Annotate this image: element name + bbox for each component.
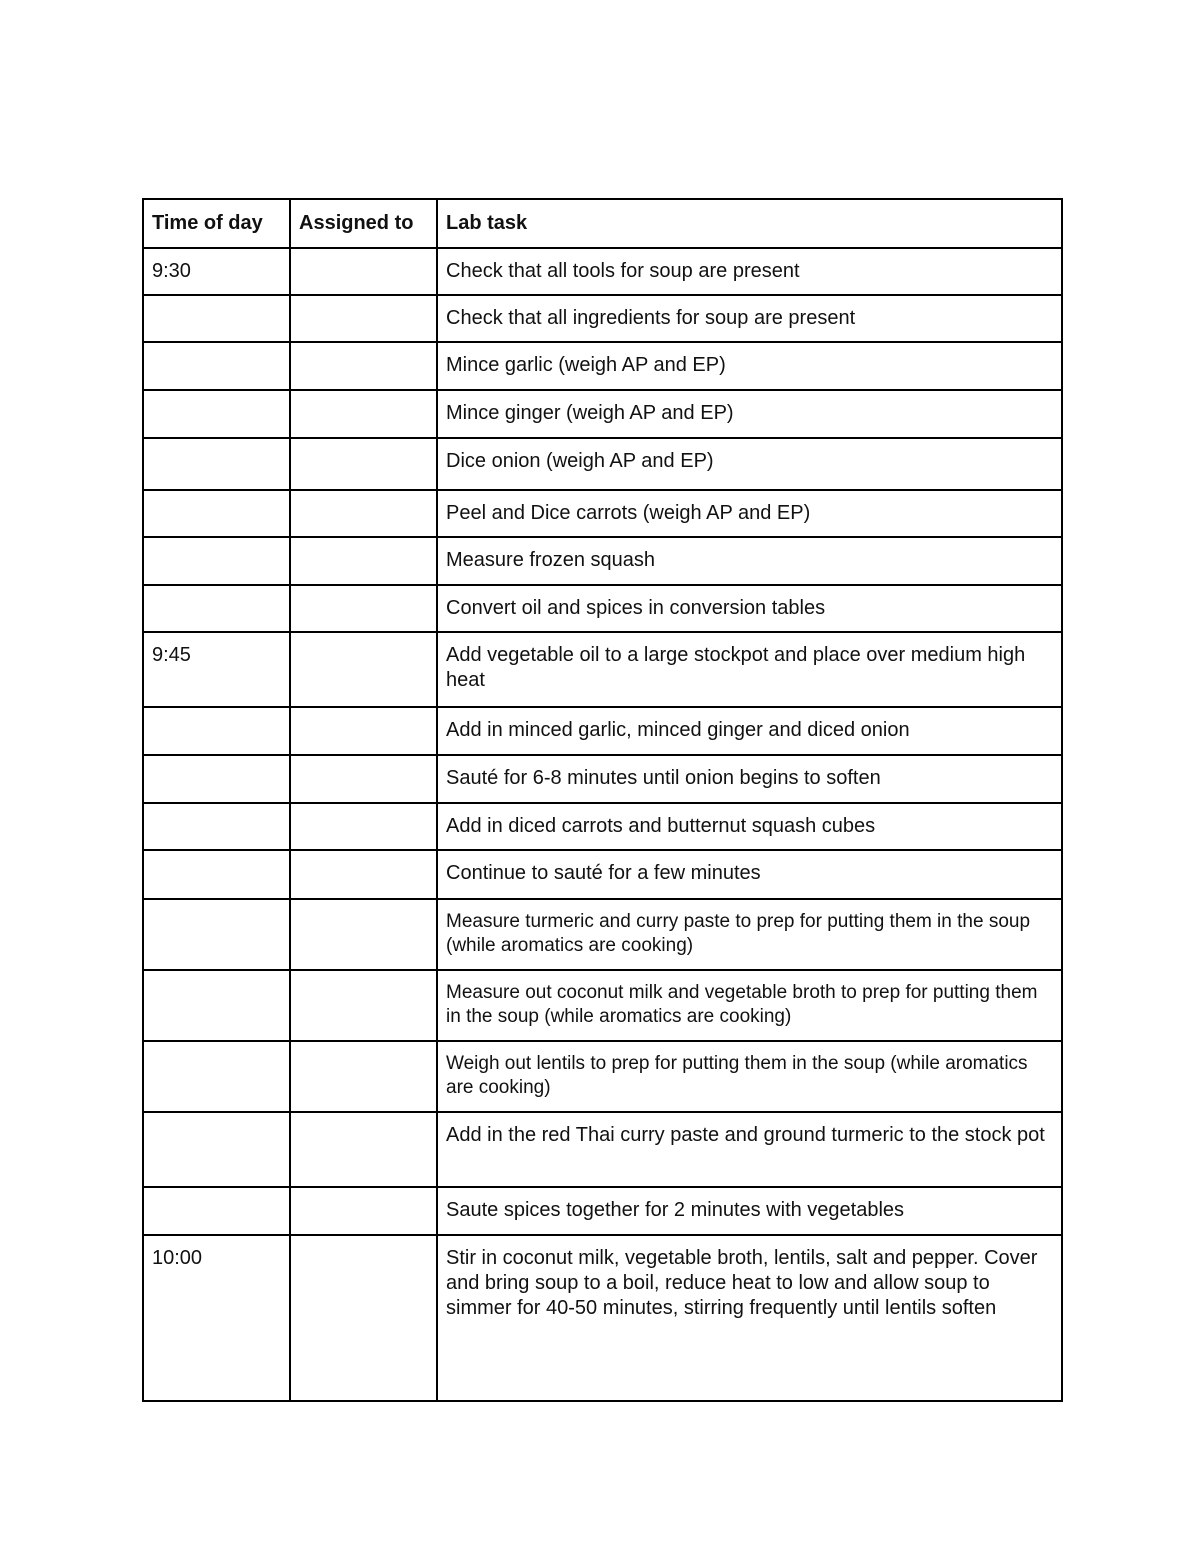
cell-assigned-to[interactable] bbox=[290, 632, 437, 707]
cell-assigned-to[interactable] bbox=[290, 342, 437, 390]
cell-lab-task: Check that all ingredients for soup are present bbox=[437, 295, 1062, 342]
cell-lab-task: Measure turmeric and curry paste to prep for putting them in the soup (while aromatics are cooking) bbox=[437, 899, 1062, 970]
cell-assigned-to[interactable] bbox=[290, 248, 437, 295]
table-row bbox=[143, 1235, 1062, 1401]
table-row bbox=[143, 295, 1062, 342]
table-row bbox=[143, 850, 1062, 899]
table-row bbox=[143, 755, 1062, 803]
table-row bbox=[143, 537, 1062, 585]
cell-time-of-day bbox=[143, 295, 290, 342]
cell-time-of-day bbox=[143, 1041, 290, 1112]
cell-assigned-to[interactable] bbox=[290, 490, 437, 537]
header-lab-task: Lab task bbox=[437, 199, 1062, 248]
cell-lab-task: Convert oil and spices in conversion tables bbox=[437, 585, 1062, 632]
cell-time-of-day bbox=[143, 707, 290, 755]
cell-lab-task: Continue to sauté for a few minutes bbox=[437, 850, 1062, 899]
cell-assigned-to[interactable] bbox=[290, 970, 437, 1041]
cell-lab-task: Peel and Dice carrots (weigh AP and EP) bbox=[437, 490, 1062, 537]
cell-lab-task: Add in minced garlic, minced ginger and diced onion bbox=[437, 707, 1062, 755]
cell-time-of-day bbox=[143, 390, 290, 438]
table-row bbox=[143, 899, 1062, 970]
cell-lab-task: Measure frozen squash bbox=[437, 537, 1062, 585]
table-row bbox=[143, 632, 1062, 707]
cell-assigned-to[interactable] bbox=[290, 1187, 437, 1235]
cell-lab-task: Stir in coconut milk, vegetable broth, lentils, salt and pepper. Cover and bring soup to a boil, reduce heat to low and allow soup to simmer for 40-50 minutes, stirring frequently until lentils soften bbox=[437, 1235, 1062, 1401]
table-row bbox=[143, 248, 1062, 295]
cell-time-of-day bbox=[143, 970, 290, 1041]
cell-lab-task: Dice onion (weigh AP and EP) bbox=[437, 438, 1062, 490]
cell-time-of-day bbox=[143, 438, 290, 490]
cell-time-of-day: 10:00 bbox=[143, 1235, 290, 1401]
table-row bbox=[143, 707, 1062, 755]
table-row bbox=[143, 1187, 1062, 1235]
cell-assigned-to[interactable] bbox=[290, 537, 437, 585]
cell-lab-task: Mince garlic (weigh AP and EP) bbox=[437, 342, 1062, 390]
cell-lab-task: Add in the red Thai curry paste and ground turmeric to the stock pot bbox=[437, 1112, 1062, 1187]
table-row bbox=[143, 390, 1062, 438]
table-row bbox=[143, 342, 1062, 390]
cell-assigned-to[interactable] bbox=[290, 1112, 437, 1187]
table-row bbox=[143, 438, 1062, 490]
cell-time-of-day bbox=[143, 899, 290, 970]
cell-assigned-to[interactable] bbox=[290, 585, 437, 632]
cell-lab-task: Check that all tools for soup are present bbox=[437, 248, 1062, 295]
cell-lab-task: Add vegetable oil to a large stockpot and place over medium high heat bbox=[437, 632, 1062, 707]
table-row bbox=[143, 1041, 1062, 1112]
lab-schedule-table bbox=[142, 198, 1063, 1402]
cell-assigned-to[interactable] bbox=[290, 850, 437, 899]
cell-lab-task: Mince ginger (weigh AP and EP) bbox=[437, 390, 1062, 438]
cell-assigned-to[interactable] bbox=[290, 390, 437, 438]
cell-time-of-day bbox=[143, 755, 290, 803]
cell-time-of-day bbox=[143, 1187, 290, 1235]
cell-lab-task: Measure out coconut milk and vegetable broth to prep for putting them in the soup (while aromatics are cooking) bbox=[437, 970, 1062, 1041]
header-time-of-day: Time of day bbox=[143, 199, 290, 248]
header-assigned-to: Assigned to bbox=[290, 199, 437, 248]
table-body bbox=[143, 248, 1062, 1401]
cell-assigned-to[interactable] bbox=[290, 295, 437, 342]
cell-assigned-to[interactable] bbox=[290, 899, 437, 970]
table-header-row bbox=[143, 199, 1062, 248]
cell-time-of-day bbox=[143, 1112, 290, 1187]
cell-time-of-day bbox=[143, 803, 290, 850]
cell-assigned-to[interactable] bbox=[290, 755, 437, 803]
table-row bbox=[143, 970, 1062, 1041]
table-row bbox=[143, 803, 1062, 850]
cell-time-of-day: 9:30 bbox=[143, 248, 290, 295]
cell-lab-task: Sauté for 6-8 minutes until onion begins to soften bbox=[437, 755, 1062, 803]
cell-time-of-day: 9:45 bbox=[143, 632, 290, 707]
cell-lab-task: Weigh out lentils to prep for putting them in the soup (while aromatics are cooking) bbox=[437, 1041, 1062, 1112]
cell-assigned-to[interactable] bbox=[290, 1235, 437, 1401]
table-row bbox=[143, 1112, 1062, 1187]
cell-assigned-to[interactable] bbox=[290, 1041, 437, 1112]
cell-time-of-day bbox=[143, 490, 290, 537]
cell-assigned-to[interactable] bbox=[290, 438, 437, 490]
cell-time-of-day bbox=[143, 342, 290, 390]
cell-assigned-to[interactable] bbox=[290, 707, 437, 755]
cell-time-of-day bbox=[143, 537, 290, 585]
cell-time-of-day bbox=[143, 850, 290, 899]
cell-lab-task: Add in diced carrots and butternut squash cubes bbox=[437, 803, 1062, 850]
table-row bbox=[143, 585, 1062, 632]
cell-lab-task: Saute spices together for 2 minutes with vegetables bbox=[437, 1187, 1062, 1235]
table-row bbox=[143, 490, 1062, 537]
cell-assigned-to[interactable] bbox=[290, 803, 437, 850]
cell-time-of-day bbox=[143, 585, 290, 632]
